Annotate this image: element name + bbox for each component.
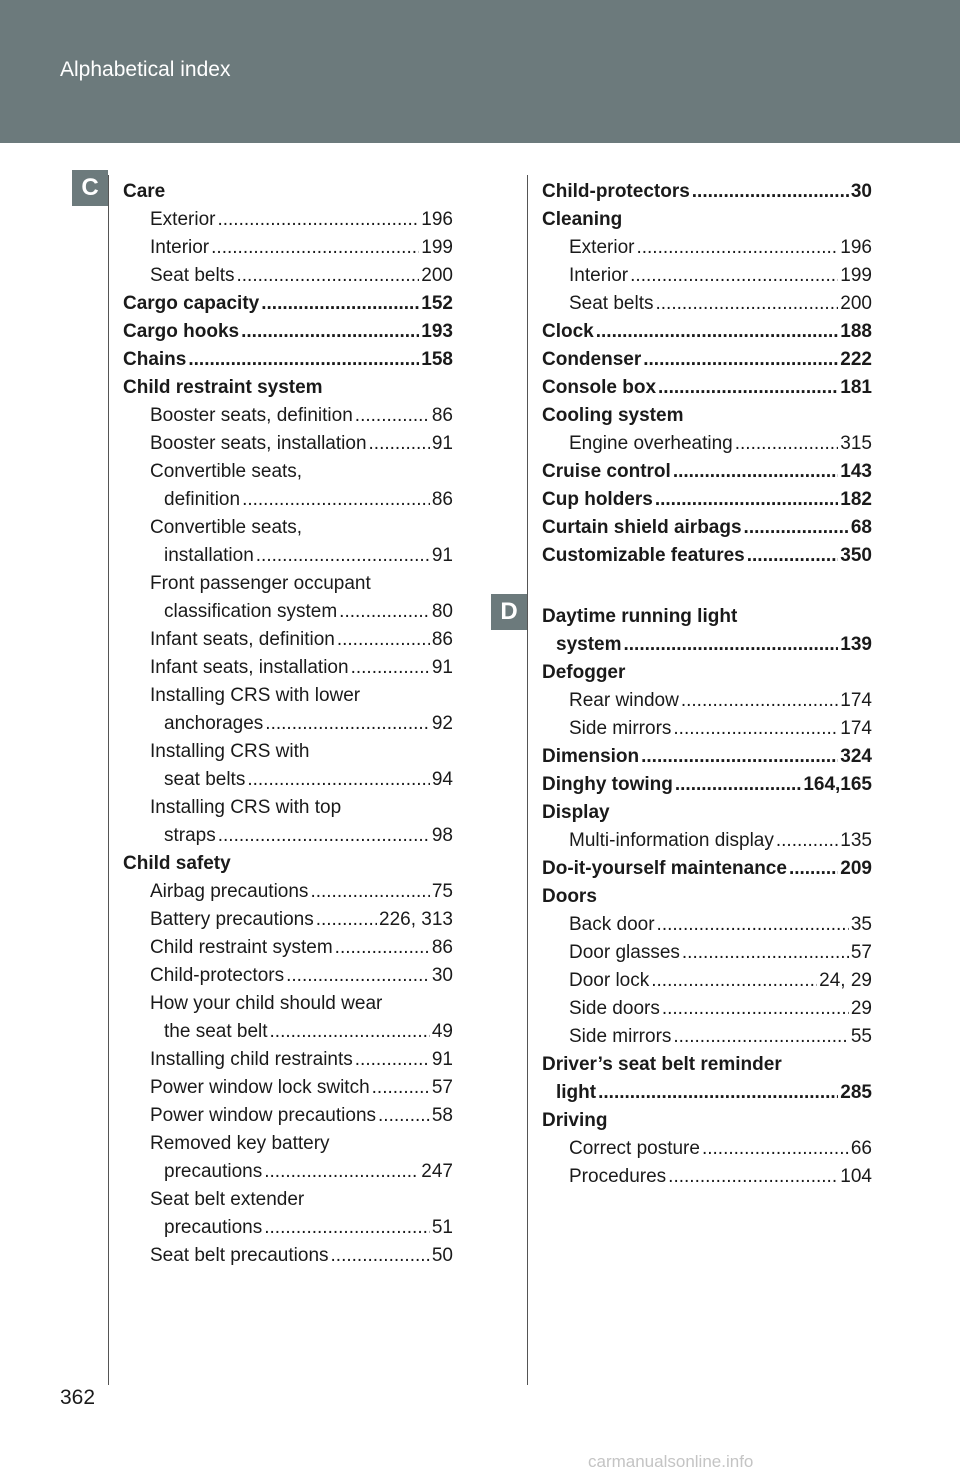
index-entry-label: Cargo hooks: [123, 321, 240, 342]
index-entry-page: 188: [840, 321, 872, 342]
leader-dots: [776, 827, 838, 855]
index-entry: [123, 514, 453, 542]
index-entry-label: Driver’s seat belt reminder: [542, 1054, 782, 1075]
index-entry-page: 174: [840, 718, 872, 739]
leader-dots: [286, 962, 430, 990]
index-entry-label: classification system: [164, 601, 338, 622]
index-entry-page: 196: [421, 209, 453, 230]
index-entry-label: Booster seats, definition: [150, 405, 353, 426]
index-entry: [542, 883, 872, 911]
index-entry: [123, 178, 453, 206]
leader-dots: [641, 743, 838, 771]
index-entry: [542, 827, 872, 855]
leader-dots: [673, 715, 838, 743]
leader-dots: [339, 598, 430, 626]
leader-dots: [378, 1102, 430, 1130]
index-entry-label: Do-it-yourself maintenance: [542, 858, 787, 879]
leader-dots: [337, 626, 430, 654]
index-entry: [542, 1079, 872, 1107]
index-entry: [123, 878, 453, 906]
index-entry-label: Care: [123, 181, 166, 202]
left-margin-divider: [108, 175, 109, 1385]
leader-dots: [673, 458, 838, 486]
index-entry: [542, 402, 872, 430]
index-entry-label: precautions: [164, 1161, 263, 1182]
index-entry: [123, 542, 453, 570]
index-entry: [123, 374, 453, 402]
leader-dots: [351, 654, 430, 682]
leader-dots: [369, 430, 430, 458]
index-entry: [123, 598, 453, 626]
index-entry-page: 30: [431, 965, 453, 986]
index-entry-page: 58: [431, 1105, 453, 1126]
index-entry: [123, 486, 453, 514]
index-entry: [542, 799, 872, 827]
index-entry: [123, 1242, 453, 1270]
leader-dots: [662, 995, 849, 1023]
leader-dots: [256, 542, 430, 570]
leader-dots: [668, 1163, 838, 1191]
index-entry-label: Seat belts: [150, 265, 235, 286]
index-entry-page: 285: [840, 1082, 872, 1103]
index-entry: [542, 631, 872, 659]
index-entry-label: anchorages: [164, 713, 264, 734]
index-entry-label: Child restraint system: [150, 937, 333, 958]
index-entry: [542, 318, 872, 346]
index-entry: [123, 346, 453, 374]
index-entry: [123, 1158, 453, 1186]
index-entry-label: Child-protectors: [150, 965, 285, 986]
index-entry-label: Daytime running light: [542, 606, 738, 627]
section-tab-c: C: [72, 170, 108, 206]
index-entry: [542, 1051, 872, 1079]
index-entry: [542, 771, 872, 799]
index-entry-label: Engine overheating: [569, 433, 733, 454]
leader-dots: [702, 1135, 849, 1163]
leader-dots: [747, 542, 839, 570]
index-entry-label: Exterior: [569, 237, 635, 258]
index-entry: [123, 990, 453, 1018]
index-entry-label: Driving: [542, 1110, 608, 1131]
index-entry: [123, 1186, 453, 1214]
index-entry: [542, 911, 872, 939]
leader-dots: [692, 178, 849, 206]
index-entry-label: Clock: [542, 321, 594, 342]
index-entry-label: Convertible seats,: [150, 461, 303, 482]
leader-dots: [316, 906, 377, 934]
index-entry-label: straps: [164, 825, 216, 846]
leader-dots: [218, 822, 430, 850]
index-entry-label: Condenser: [542, 349, 642, 370]
column-divider: [527, 175, 528, 1385]
index-entry-page: 51: [431, 1217, 453, 1238]
index-entry: [123, 626, 453, 654]
index-entry-label: Cup holders: [542, 489, 653, 510]
index-entry-page: 135: [840, 830, 872, 851]
index-entry-label: Cargo capacity: [123, 293, 260, 314]
leader-dots: [261, 290, 419, 318]
index-entry: [123, 430, 453, 458]
index-entry-page: 91: [431, 545, 453, 566]
index-entry: [123, 906, 453, 934]
index-entry-label: Console box: [542, 377, 657, 398]
index-entry-page: 86: [431, 489, 453, 510]
index-entry-page: 199: [421, 237, 453, 258]
index-entry-label: Back door: [569, 914, 655, 935]
index-entry-page: 86: [431, 629, 453, 650]
index-entry-page: 209: [840, 858, 872, 879]
section-tab-d: D: [491, 594, 527, 630]
index-entry-label: Front passenger occupant: [150, 573, 371, 594]
index-entry-page: 35: [850, 914, 872, 935]
index-entry-label: Multi-information display: [569, 830, 774, 851]
index-entry: [123, 766, 453, 794]
index-entry: [123, 458, 453, 486]
watermark-text: carmanualsonline.info: [588, 1452, 754, 1471]
index-entry-label: Correct posture: [569, 1138, 700, 1159]
index-entry-label: Convertible seats,: [150, 517, 303, 538]
index-entry-page: 222: [840, 349, 872, 370]
index-entry-label: seat belts: [164, 769, 246, 790]
leader-dots: [211, 234, 419, 262]
index-entry-label: Installing CRS with lower: [150, 685, 361, 706]
index-entry-page: 86: [431, 937, 453, 958]
index-entry-label: Rear window: [569, 690, 679, 711]
index-entry-label: Dimension: [542, 746, 640, 767]
index-entry-label: Door glasses: [569, 942, 680, 963]
index-entry: [123, 654, 453, 682]
leader-dots: [264, 1214, 430, 1242]
leader-dots: [265, 710, 430, 738]
index-entry-page: 196: [840, 237, 872, 258]
index-entry: [123, 850, 453, 878]
index-entry: [123, 570, 453, 598]
leader-dots: [673, 1023, 848, 1051]
index-entry-label: Dinghy towing: [542, 774, 673, 795]
leader-dots: [270, 1018, 430, 1046]
index-entry-page: 152: [421, 293, 453, 314]
index-entry-label: precautions: [164, 1217, 263, 1238]
index-entry: [123, 290, 453, 318]
index-entry-label: Cooling system: [542, 405, 684, 426]
index-entry: [542, 939, 872, 967]
index-entry-page: 182: [840, 489, 872, 510]
index-entry-page: 94: [431, 769, 453, 790]
index-entry: [542, 1163, 872, 1191]
index-entry-page: 174: [840, 690, 872, 711]
index-entry: [123, 234, 453, 262]
index-entry-page: 193: [421, 321, 453, 342]
leader-dots: [744, 514, 849, 542]
index-entry-label: Display: [542, 802, 610, 823]
index-entry: [542, 346, 872, 374]
index-entry: [542, 1107, 872, 1135]
index-entry: [123, 1018, 453, 1046]
leader-dots: [217, 206, 419, 234]
leader-dots: [310, 878, 429, 906]
index-entry-page: 75: [431, 881, 453, 902]
index-column-right-c: [542, 178, 872, 570]
index-entry-page: 55: [850, 1026, 872, 1047]
index-entry: [123, 738, 453, 766]
index-entry-label: Booster seats, installation: [150, 433, 367, 454]
leader-dots: [643, 346, 838, 374]
index-entry-page: 181: [840, 377, 872, 398]
index-entry: [542, 458, 872, 486]
index-entry-label: How your child should wear: [150, 993, 383, 1014]
header-title: Alphabetical index: [60, 58, 231, 81]
index-entry: [542, 374, 872, 402]
index-entry: [542, 486, 872, 514]
index-entry-page: 324: [840, 746, 872, 767]
index-entry-label: Procedures: [569, 1166, 667, 1187]
index-entry-page: 49: [431, 1021, 453, 1042]
leader-dots: [675, 771, 801, 799]
index-entry-label: Defogger: [542, 662, 626, 683]
index-entry-label: definition: [164, 489, 241, 510]
index-entry-label: Interior: [150, 237, 210, 258]
index-entry-label: Infant seats, installation: [150, 657, 349, 678]
index-entry: [123, 934, 453, 962]
leader-dots: [789, 855, 838, 883]
index-entry-page: 139: [840, 634, 872, 655]
index-entry-page: 30: [850, 181, 872, 202]
index-entry-page: 200: [840, 293, 872, 314]
index-entry: [123, 1074, 453, 1102]
index-entry: [542, 1023, 872, 1051]
index-entry: [123, 1046, 453, 1074]
index-entry-label: Child restraint system: [123, 377, 323, 398]
index-entry-label: Chains: [123, 349, 187, 370]
index-entry-label: Child-protectors: [542, 181, 690, 202]
index-entry-page: 66: [850, 1138, 872, 1159]
leader-dots: [355, 402, 430, 430]
index-entry-page: 98: [431, 825, 453, 846]
index-entry-label: the seat belt: [164, 1021, 268, 1042]
index-entry-label: Side mirrors: [569, 718, 672, 739]
index-entry-page: 104: [840, 1166, 872, 1187]
page-header: [0, 0, 960, 143]
leader-dots: [735, 430, 839, 458]
leader-dots: [241, 318, 419, 346]
index-entry: [542, 715, 872, 743]
index-entry: [542, 178, 872, 206]
leader-dots: [598, 1079, 838, 1107]
index-entry-label: Door lock: [569, 970, 650, 991]
index-entry-page: 350: [840, 545, 872, 566]
page-number: 362: [60, 1386, 96, 1409]
index-entry-label: system: [556, 634, 622, 655]
leader-dots: [372, 1074, 430, 1102]
index-entry-label: Child safety: [123, 853, 231, 874]
leader-dots: [656, 290, 839, 318]
index-entry: [542, 743, 872, 771]
index-entry-label: Battery precautions: [150, 909, 314, 930]
leader-dots: [596, 318, 839, 346]
index-entry: [542, 206, 872, 234]
index-entry-label: Seat belts: [569, 293, 654, 314]
leader-dots: [264, 1158, 419, 1186]
index-entry: [123, 262, 453, 290]
index-entry: [542, 542, 872, 570]
index-entry-label: Installing child restraints: [150, 1049, 353, 1070]
index-entry: [542, 262, 872, 290]
index-entry: [542, 995, 872, 1023]
index-column-right-d: [542, 603, 872, 1191]
index-entry-page: 91: [431, 433, 453, 454]
index-entry-label: Curtain shield airbags: [542, 517, 742, 538]
leader-dots: [651, 967, 817, 995]
index-entry: [542, 855, 872, 883]
index-entry-label: Interior: [569, 265, 629, 286]
leader-dots: [237, 262, 420, 290]
index-entry: [542, 1135, 872, 1163]
index-entry: [123, 1214, 453, 1242]
index-entry-page: 86: [431, 405, 453, 426]
index-entry: [542, 659, 872, 687]
index-entry: [542, 514, 872, 542]
index-entry-label: Airbag precautions: [150, 881, 309, 902]
leader-dots: [188, 346, 419, 374]
index-entry: [542, 234, 872, 262]
index-entry-label: Side doors: [569, 998, 660, 1019]
index-entry-label: Doors: [542, 886, 597, 907]
leader-dots: [630, 262, 838, 290]
index-entry-label: Cleaning: [542, 209, 623, 230]
index-entry: [123, 1130, 453, 1158]
index-entry-page: 226, 313: [379, 909, 453, 930]
index-entry-page: 57: [850, 942, 872, 963]
index-entry-label: Customizable features: [542, 545, 745, 566]
index-entry-label: Infant seats, definition: [150, 629, 335, 650]
index-entry: [542, 687, 872, 715]
index-entry-label: Removed key battery: [150, 1133, 330, 1154]
index-entry: [542, 603, 872, 631]
leader-dots: [657, 911, 849, 939]
leader-dots: [335, 934, 430, 962]
index-entry-page: 24, 29: [819, 970, 872, 991]
index-entry-label: light: [556, 1082, 597, 1103]
index-entry-page: 57: [431, 1077, 453, 1098]
index-entry-page: 92: [431, 713, 453, 734]
index-entry-page: 29: [850, 998, 872, 1019]
index-entry: [123, 962, 453, 990]
index-entry: [123, 822, 453, 850]
index-entry: [123, 402, 453, 430]
leader-dots: [636, 234, 838, 262]
index-entry: [542, 967, 872, 995]
index-entry: [123, 794, 453, 822]
index-entry: [123, 318, 453, 346]
index-entry: [123, 710, 453, 738]
leader-dots: [242, 486, 430, 514]
index-entry-page: 199: [840, 265, 872, 286]
index-entry-label: Exterior: [150, 209, 216, 230]
index-entry: [123, 682, 453, 710]
index-entry-page: 143: [840, 461, 872, 482]
leader-dots: [681, 687, 838, 715]
leader-dots: [655, 486, 838, 514]
index-entry-page: 315: [840, 433, 872, 454]
index-entry-label: Power window lock switch: [150, 1077, 370, 1098]
index-entry-page: 68: [850, 517, 872, 538]
index-entry: [123, 206, 453, 234]
index-entry-page: 200: [421, 265, 453, 286]
index-entry-page: 91: [431, 1049, 453, 1070]
index-entry: [542, 290, 872, 318]
index-entry-page: 80: [431, 601, 453, 622]
index-entry-label: Installing CRS with top: [150, 797, 342, 818]
index-entry-label: Side mirrors: [569, 1026, 672, 1047]
index-entry-label: installation: [164, 545, 254, 566]
index-column-left: [123, 178, 453, 1270]
index-entry-page: 247: [421, 1161, 453, 1182]
leader-dots: [658, 374, 838, 402]
index-entry-label: Installing CRS with: [150, 741, 310, 762]
leader-dots: [624, 631, 839, 659]
index-entry: [542, 430, 872, 458]
index-entry-page: 164,165: [803, 774, 872, 795]
leader-dots: [682, 939, 849, 967]
leader-dots: [247, 766, 430, 794]
leader-dots: [331, 1242, 430, 1270]
index-entry: [123, 1102, 453, 1130]
index-entry-page: 158: [421, 349, 453, 370]
index-entry-label: Seat belt extender: [150, 1189, 305, 1210]
index-entry-label: Cruise control: [542, 461, 671, 482]
index-entry-page: 50: [431, 1245, 453, 1266]
leader-dots: [355, 1046, 430, 1074]
index-entry-page: 91: [431, 657, 453, 678]
index-entry-label: Seat belt precautions: [150, 1245, 329, 1266]
index-entry-label: Power window precautions: [150, 1105, 377, 1126]
